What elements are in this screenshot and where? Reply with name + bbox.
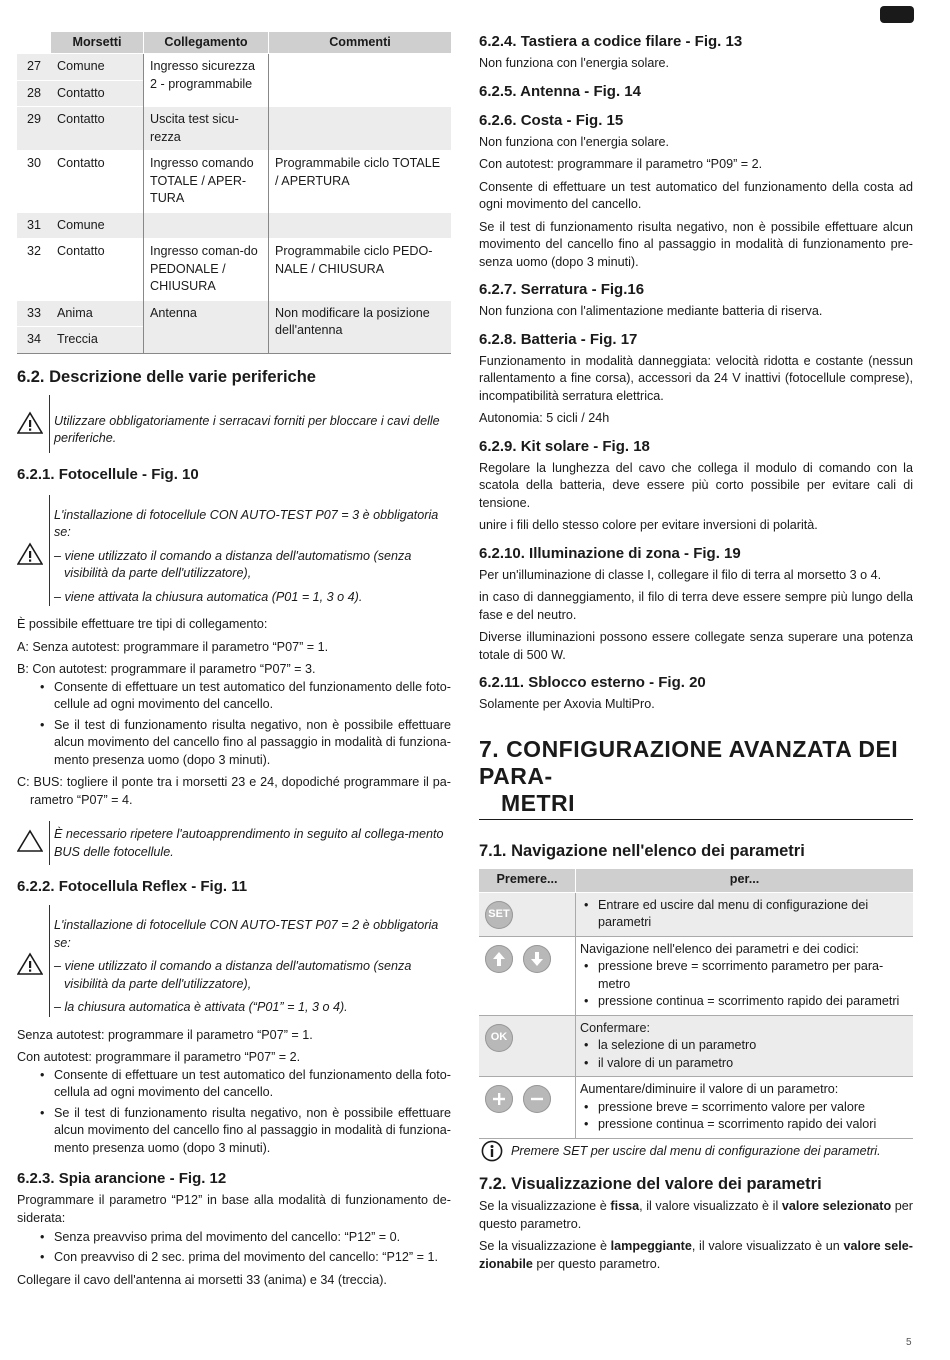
terminal-comment: Non modificare la posizione dell'antenna [269, 300, 452, 353]
caution-divider [49, 821, 50, 865]
terminal-type: Contatto [51, 151, 144, 213]
description-cell [576, 1077, 914, 1139]
terminal-comment [269, 54, 452, 107]
section-title-6-2-1: 6.2.1. Fotocellule - Fig. 10 [17, 465, 199, 483]
list-item: • Entrare ed uscire dal menu di configurazione dei parametri [598, 897, 907, 932]
text-run-bold: valore sele-zionabile [479, 1239, 913, 1271]
list-item: • il valore di un parametro [598, 1055, 907, 1073]
section-title-6-2: 6.2. Descrizione delle varie periferiche [17, 367, 316, 386]
button-cell [479, 1015, 576, 1077]
terminal-type: Comune [51, 212, 144, 239]
body-text: Non funziona con l'energia solare. [479, 134, 670, 149]
caution-box [17, 821, 451, 865]
terminal-comment: Programmabile ciclo TOTALE / APERTURA [269, 151, 452, 213]
header-per: per... [576, 869, 914, 893]
text-run-bold: lampeggiante [610, 1239, 692, 1253]
table-row [17, 107, 451, 151]
description-cell [576, 1015, 914, 1077]
warning-divider [49, 495, 50, 607]
terminal-num: 30 [17, 151, 51, 213]
body-text: unire i fili dello stesso colore per evitare inversioni di polarità. [479, 518, 818, 532]
body-text: Funzionamento in modalità danneggiata: velocità ridotta e costante (nessun rallentamento a fine corsa), accessori da 24 V inattivi (fotocellule comprese), incompatibilità serratura elettrica. [479, 353, 913, 403]
table-row [479, 936, 913, 1015]
info-text: Premere SET per uscire dal menu di configurazione dei parametri. [511, 1143, 881, 1158]
warning-text: – viene utilizzato il comando a distanza dell'automatismo (senza visibilità da parte dell'utilizzatore), [54, 548, 412, 580]
bullet-list [17, 679, 451, 770]
list-item: • Se il test di funzionamento risulta negativo, non è possibile effettuare alcun movimento del cancello fino al passaggio in modalità di funziona-mento presenza uomo (dopo 3 minuti). [54, 717, 451, 770]
body-text: A: Senza autotest: programmare il parametro “P07” = 1. [17, 639, 329, 654]
body-text: Regolare la lunghezza del cavo che collega il modulo di comando con la scatola della batteria, deve essere più corto possibile per evitare cali di tensione. [479, 460, 913, 510]
description-cell [576, 936, 914, 1015]
table-row [17, 54, 451, 81]
body-text: Non funziona con l'energia solare. [479, 56, 670, 70]
list-item: • Senza preavviso prima del movimento del cancello: “P12” = 0. [54, 1229, 451, 1247]
terminal-comment: Programmabile ciclo PEDO-NALE / CHIUSURA [269, 239, 452, 301]
button-cell [479, 1077, 576, 1139]
warning-text: L'installazione di fotocellule CON AUTO-TEST P07 = 3 è obbligatoria se: [54, 507, 439, 539]
section-title-6-2-2: 6.2.2. Fotocellula Reflex - Fig. 11 [17, 878, 248, 895]
warning-box [17, 495, 451, 607]
warning-icon [17, 542, 43, 566]
ok-button-icon: OK [485, 1024, 513, 1052]
terminal-type: Comune [51, 54, 144, 81]
section-title-6-2-8: 6.2.8. Batteria - Fig. 17 [479, 330, 638, 348]
warning-divider [49, 395, 50, 453]
terminal-table [17, 32, 451, 354]
text-run: per questo parametro. [532, 1256, 661, 1271]
warning-box [17, 395, 451, 453]
warning-divider [49, 905, 50, 1017]
left-column [17, 32, 451, 1290]
terminal-num: 28 [17, 80, 51, 107]
section-title-6-2-10: 6.2.10. Illuminazione di zona - Fig. 19 [479, 544, 741, 562]
button-table [479, 869, 913, 1139]
warning-text: – viene attivata la chiusura automatica (P01 = 1, 3 o 4). [54, 589, 363, 604]
list-item: • Consente di effettuare un test automatico del funzionamento delle foto-cellule ad ogni movimento del cancello. [54, 679, 451, 714]
terminal-connection: Antenna [144, 300, 269, 353]
warning-icon [17, 952, 43, 976]
button-cell [479, 892, 576, 936]
body-text: B: Con autotest: programmare il parametro “P07” = 3. [17, 662, 316, 676]
list-item: • pressione breve = scorrimento valore per valore [598, 1099, 907, 1117]
arrow-down-icon [523, 945, 551, 973]
description-cell [576, 892, 914, 936]
terminal-comment [269, 212, 452, 239]
plus-icon [485, 1085, 513, 1113]
body-text: in caso di danneggiamento, il filo di terra deve essere sempre più lungo della fase e del neutro. [479, 590, 913, 622]
text-run-bold: valore selezionato [781, 1199, 892, 1213]
table-row [17, 239, 451, 301]
terminal-type: Contatto [51, 107, 144, 151]
text-run-bold: fissa [610, 1199, 640, 1213]
page-number: 5 [906, 1337, 912, 1348]
list-item: • pressione continua = scorrimento rapido dei valori [598, 1116, 907, 1134]
list-item: • Con preavviso di 2 sec. prima del movimento del cancello: “P12” = 1. [54, 1249, 451, 1267]
terminal-connection [144, 212, 269, 239]
bullet-list [17, 1067, 451, 1158]
info-note [479, 1143, 913, 1161]
terminal-type: Treccia [51, 327, 144, 354]
table-row [479, 1015, 913, 1077]
minus-icon [523, 1085, 551, 1113]
text-run: , il valore visualizzato è un [691, 1239, 844, 1253]
terminal-comment [269, 107, 452, 151]
row-heading: Aumentare/diminuire il valore di un parametro: [580, 1082, 839, 1096]
terminal-type: Contatto [51, 239, 144, 301]
corner-tab [880, 6, 914, 23]
caution-text: È necessario ripetere l'autoapprendimento in seguito al collega-mento BUS delle fotocellule. [54, 827, 444, 859]
right-column [479, 32, 913, 1273]
chapter-title-line-1: 7. CONFIGURAZIONE AVANZATA DEI PARA- [479, 735, 899, 789]
text-run: Se la visualizzazione è [479, 1199, 611, 1213]
body-text: Per un'illuminazione di classe I, collegare il filo di terra al morsetto 3 o 4. [479, 567, 882, 582]
table-row [479, 892, 913, 936]
warning-text: – la chiusura automatica è attivata (“P01” = 1, 3 o 4). [54, 1000, 348, 1014]
table-row [17, 300, 451, 327]
warning-text: Utilizzare obbligatoriamente i serracavi forniti per bloccare i cavi delle periferiche. [54, 413, 440, 445]
section-title-7-1: 7.1. Navigazione nell'elenco dei parametri [479, 841, 805, 860]
list-item: • pressione continua = scorrimento rapido dei parametri [598, 993, 907, 1011]
body-text: È possibile effettuare tre tipi di collegamento: [17, 617, 268, 631]
body-text: Non funziona con l'alimentazione mediante batteria di riserva. [479, 304, 823, 318]
body-text [479, 1238, 913, 1273]
section-title-6-2-5: 6.2.5. Antenna - Fig. 14 [479, 82, 641, 100]
header-premere: Premere... [479, 869, 576, 893]
body-text: Se il test di funzionamento risulta negativo, non è possibile effettuare alcun movimento del cancello fino al passaggio in modalità di funzionamento pre-senza uomo (dopo 3 minuti). [479, 219, 913, 269]
section-title-6-2-7: 6.2.7. Serratura - Fig.16 [479, 281, 645, 298]
header-collegamento: Collegamento [144, 32, 269, 54]
section-title-6-2-3: 6.2.3. Spia arancione - Fig. 12 [17, 1170, 227, 1187]
terminal-num: 32 [17, 239, 51, 301]
warning-text: L'installazione di fotocellule CON AUTO-TEST P07 = 2 è obbligatoria se: [54, 918, 439, 950]
terminal-connection: Ingresso coman-do PEDONALE / CHIUSURA [144, 239, 269, 301]
arrow-up-icon [485, 945, 513, 973]
terminal-num: 27 [17, 54, 51, 81]
text-run: per questo parametro. [479, 1199, 914, 1231]
terminal-connection: Uscita test sicu-rezza [144, 107, 269, 151]
text-run: Se la visualizzazione è [479, 1239, 611, 1253]
info-icon [481, 1140, 503, 1162]
terminal-num: 31 [17, 212, 51, 239]
header-morsetti: Morsetti [51, 32, 144, 54]
row-heading: Confermare: [580, 1020, 650, 1035]
table-row [17, 151, 451, 213]
body-text: Consente di effettuare un test automatico del funzionamento della costa ad ogni movimento del cancello. [479, 179, 913, 211]
body-text [479, 1198, 913, 1233]
list-item: • pressione breve = scorrimento parametro per para-metro [598, 958, 907, 993]
terminal-connection: Ingresso sicurezza 2 - programmabile [144, 54, 269, 107]
list-item: • la selezione di un parametro [598, 1037, 907, 1055]
list-item: • Se il test di funzionamento risulta negativo, non è possibile effettuare alcun movimento del cancello fino al passaggio in modalità di funziona-mento presenza uomo (dopo 3 minuti). [54, 1105, 451, 1158]
header-commenti: Commenti [269, 32, 452, 54]
caution-icon [17, 829, 43, 853]
set-button-icon: SET [485, 901, 513, 929]
terminal-type: Anima [51, 300, 144, 327]
bullet-list [17, 1229, 451, 1266]
section-title-6-2-9: 6.2.9. Kit solare - Fig. 18 [479, 437, 650, 455]
warning-box [17, 905, 451, 1017]
terminal-connection: Ingresso comando TOTALE / APER-TURA [144, 151, 269, 213]
body-text: Con autotest: programmare il parametro “P07” = 2. [17, 1050, 301, 1064]
warning-icon [17, 411, 43, 435]
warning-text: – viene utilizzato il comando a distanza dell'automatismo (senza visibilità da parte dell'utilizzatore), [54, 959, 412, 991]
section-title-6-2-11: 6.2.11. Sblocco esterno - Fig. 20 [479, 674, 706, 691]
section-title-7-2: 7.2. Visualizzazione del valore dei parametri [479, 1175, 822, 1193]
body-text: Solamente per Axovia MultiPro. [479, 697, 655, 711]
body-text: Programmare il parametro “P12” in base alla modalità di funzionamento de-siderata: [17, 1193, 451, 1225]
terminal-num: 33 [17, 300, 51, 327]
body-text: C: BUS: togliere il ponte tra i morsetti 23 e 24, dopodiché programmare il pa-rametro “P07” = 4. [17, 775, 451, 807]
section-title-6-2-6: 6.2.6. Costa - Fig. 15 [479, 111, 624, 129]
list-item: • Consente di effettuare un test automatico del funzionamento della foto-cellula ad ogni movimento del cancello. [54, 1067, 451, 1102]
text-run: , il valore visualizzato è il [639, 1199, 782, 1213]
body-text: Autonomia: 5 cicli / 24h [479, 411, 610, 425]
chapter-title-line-2: METRI [501, 789, 576, 816]
terminal-num: 34 [17, 327, 51, 354]
section-title-6-2-4: 6.2.4. Tastiera a codice filare - Fig. 13 [479, 33, 743, 50]
terminal-num: 29 [17, 107, 51, 151]
row-heading: Navigazione nell'elenco dei parametri e dei codici: [580, 941, 859, 956]
table-row [17, 212, 451, 239]
button-cell [479, 936, 576, 1015]
terminal-type: Contatto [51, 80, 144, 107]
table-row [479, 1077, 913, 1139]
body-text: Diverse illuminazioni possono essere collegate senza superare una potenza totale di 500 W. [479, 630, 913, 662]
chapter-title [479, 736, 913, 820]
body-text: Senza autotest: programmare il parametro “P07” = 1. [17, 1027, 313, 1042]
body-text: Collegare il cavo dell'antenna ai morsetti 33 (anima) e 34 (treccia). [17, 1273, 387, 1287]
body-text: Con autotest: programmare il parametro “P09” = 2. [479, 157, 763, 171]
